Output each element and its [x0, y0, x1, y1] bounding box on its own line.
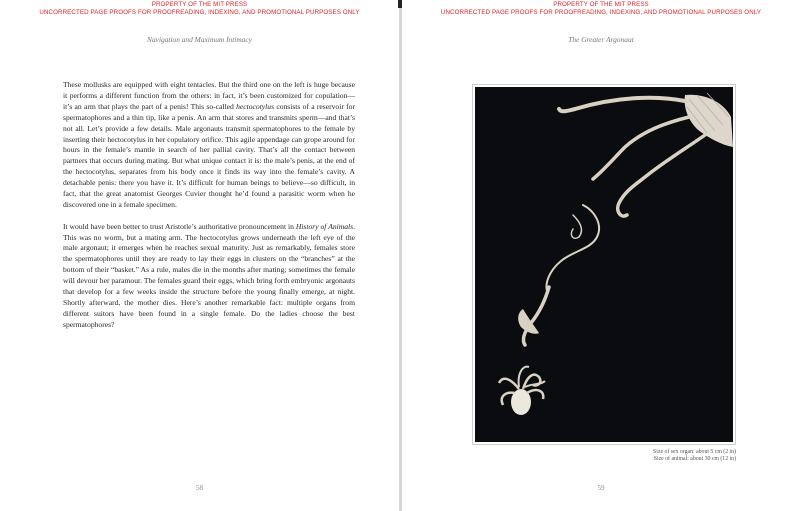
- proof-notice-line2: UNCORRECTED PAGE PROOFS FOR PROOFREADING, INDEXING, AND PROMOTIONAL PURPOSES ONLY: [39, 9, 360, 16]
- proof-notice-left: [0, 1, 399, 17]
- right-page: [402, 0, 800, 511]
- argonaut-plate: [472, 84, 736, 445]
- paragraph-1: [63, 80, 355, 211]
- argonaut-illustration: [475, 87, 733, 442]
- body-text: [63, 80, 355, 342]
- page-number-right: 59: [597, 484, 605, 492]
- running-head-right: The Greater Argonaut: [568, 35, 634, 44]
- proof-notice-right: [402, 1, 800, 17]
- book-title: History of Animals: [295, 221, 354, 231]
- caption-animal-size: Size of animal: about 30 cm (12 in): [653, 456, 736, 462]
- paragraph-2: [63, 222, 355, 331]
- paragraph-1-part2: consists of a reservoir for spermatophores and a thin tip, like a penis. An arm that stores and transmits sperm—and that’s not all. Let’s provide a few details. Male argonauts transmit spermatophores to the female by inserting their hectocotylus in her copulatory orifice. This agile appendage can grope around for hours in the female’s mantle in search of her pallial cavity. That’s all the contact between partners that occurs during mating. But what unique contact it is: the male’s penis, at the end of the hectocotylus, separates from his body once it finds its way into the female’s cavity. A detachable penis: there you have it. It’s difficult for human beings to believe—so difficult, in fact, that the great anatomist Georges Cuvier thought he’d found a parasitic worm when he discovered one in a female specimen.: [63, 101, 355, 209]
- proof-notice-line2: UNCORRECTED PAGE PROOFS FOR PROOFREADING, INDEXING, AND PROMOTIONAL PURPOSES ONLY: [440, 9, 762, 16]
- caption-sex-organ-size: Size of sex organ: about 5 cm (2 in): [653, 449, 736, 455]
- paragraph-1-part1: These mollusks are equipped with eight tentacles. But the third one on the left is huge because it performs a different function from the others: in fact, it’s been customized for copulation—it’s an arm that plays the part of a penis! This so-called: [63, 80, 355, 111]
- left-page: [0, 0, 399, 511]
- proof-notice-line1: PROPERTY OF THE MIT PRESS: [151, 1, 248, 8]
- page-number-left: 58: [196, 484, 203, 492]
- term-hectocotylus: hectocotylus: [236, 101, 275, 111]
- paragraph-2-part1: It would have been better to trust Aristotle’s authoritative pronouncement in: [63, 221, 296, 231]
- paragraph-2-part2: . This was no worm, but a mating arm. The hectocotylus grows underneath the left eye of the male argonaut; it emerges when he reaches sexual maturity. Just as remarkably, females store the spermatophores until they are ready to lay their eggs in clusters on the “branches” at the bottom of their “basket.” As a rule, males die in the months after mating; sometimes the female will devour her paramour. The females guard their eggs, which bring forth embryonic argonauts that develop for a few weeks inside the structure before the young finally emerge, at night. Shortly afterward, the mother dies. Here’s another remarkable fact: multiple organs from different suitors have been found in a single female. Do the ladies choose the best spermatophores?: [63, 221, 355, 329]
- proof-notice-line1: PROPERTY OF THE MIT PRESS: [553, 1, 649, 8]
- running-head-left: Navigation and Maximum Intimacy: [147, 35, 252, 44]
